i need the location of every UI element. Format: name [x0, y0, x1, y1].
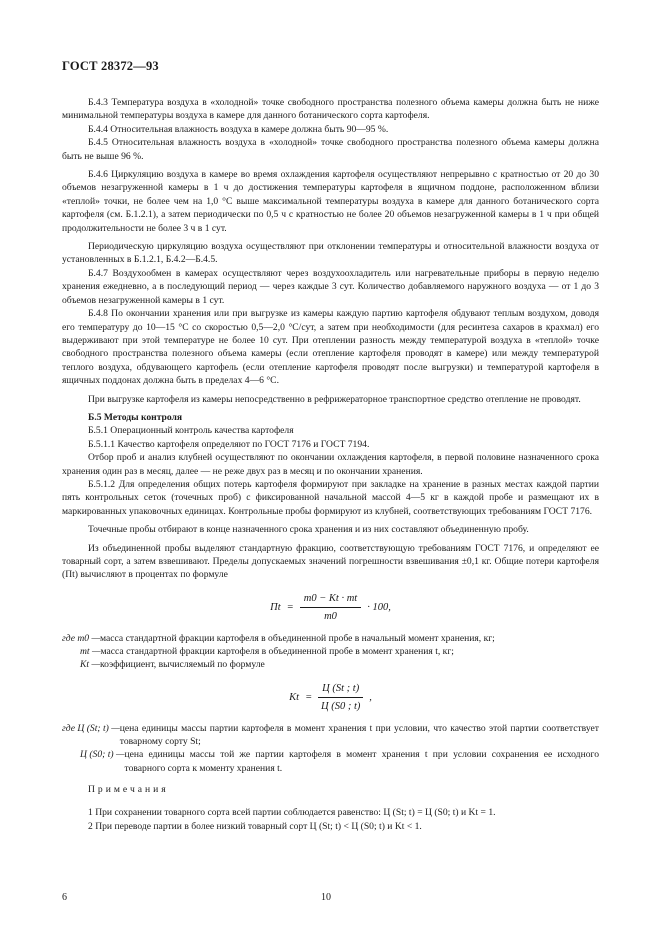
document-body: [62, 96, 599, 833]
paragraph-b46: Б.4.6 Циркуляцию воздуха в камере во время охлаждения картофеля осуществляют непрерывно с кратностью от 20 до 30 объемов незагруженной камеры в 1 ч до достижения температуры картофеля в ящичном поддоне, расположенном вблизи «теплой» точки, не более чем на 1,0 °С выше максимальной температуры воздуха в камере для данного ботанического сорта картофеля (см. Б.1.2.1), а затем периодически по 0,5 ч с кратностью не более 20 объемов незагруженной камеры в 1 ч при общей продолжительности не более 3 ч в 1 сут.: [62, 169, 599, 234]
formula1-denominator: m0: [324, 611, 337, 623]
paragraph-sampling: Отбор проб и анализ клубней осуществляют по окончании охлаждения картофеля, в первой половине назначенного срока хранения один раз в месяц, далее — не реже двух раз в месяц и по окончании хранения.: [62, 452, 599, 477]
notes-title: Примечания: [88, 784, 169, 796]
paragraph-periodic-circulation: Периодическую циркуляцию воздуха осуществляют при отклонении температуры и относительной влажности воздуха от установленных в Б.1.2.1, Б.4.2—Б.4.5.: [62, 241, 599, 266]
definitions-formula1: [62, 632, 599, 672]
definition-text: масса стандартной фракции картофеля в объединенной пробе в начальный момент хранения, кг;: [100, 632, 495, 644]
paragraph-b44: Б.4.4 Относительная влажность воздуха в камере должна быть 90—95 %.: [88, 123, 389, 135]
formula-total-losses: [62, 592, 599, 624]
formula1-lhs: Пt: [270, 602, 281, 614]
paragraph-combined-sample: Из объединенной пробы выделяют стандартную фракцию, соответствующую требованиям ГОСТ 7176, и определяют ее товарный сорт, а затем взвешивают. Пределы допускаемых значений погрешности взвешивания ±0,1 кг. Общие потери картофеля (Пt) вычисляют в процентах по формуле: [62, 542, 599, 581]
definition-text: цена единицы массы партии картофеля в момент хранения t при условии, что качество этой партии соответствует товарному сорту St;: [119, 722, 599, 748]
definition-text: цена единицы массы той же партии картофеля в момент хранения t при условии сохранения ее исходного товарного сорта к моменту хранения t.: [124, 749, 599, 774]
note-item: 1 При сохранении товарного сорта всей партии соблюдается равенство: Ц (St; t) = Ц (S0; t) и Kt = 1.: [88, 807, 496, 819]
paragraph-b512: Б.5.1.2 Для определения общих потерь картофеля формируют при закладке на хранение в разных местах каждой партии пять контрольных сеток (точечных проб) с фиксированной начальной массой 4—5 кг в каждой пробе и размещают их в маркированных упаковочных единицах. Контрольные пробы формируют из клубней, соответствующих требованиям ГОСТ 7176.: [62, 478, 599, 517]
definition-term: Kt —: [80, 659, 100, 671]
formula2-numerator: Ц (St ; t): [318, 682, 363, 698]
formula2-fraction: [318, 682, 363, 714]
paragraph-point-samples: Точечные пробы отбирают в конце назначенного срока хранения и из них составляют объединенную пробу.: [88, 524, 529, 536]
formula1-tail: · 100,: [367, 602, 391, 614]
definition-text: коэффициент, вычисляемый по формуле: [100, 659, 265, 671]
note-item: 2 При переводе партии в более низкий товарный сорт Ц (St; t) < Ц (S0; t) и Kt < 1.: [88, 820, 422, 832]
formula-coefficient: [62, 682, 599, 714]
definition-text: масса стандартной фракции картофеля в объединенной пробе в момент хранения t, кг;: [100, 646, 454, 658]
formula1-numerator: m0 − Kt · mt: [300, 592, 361, 608]
formula2-equals: =: [305, 692, 313, 704]
definition-term: где Ц (St; t) —: [62, 722, 120, 734]
formula1-equals: =: [286, 602, 294, 614]
formula1-fraction: [300, 592, 361, 624]
paragraph-b47: Б.4.7 Воздухообмен в камерах осуществляют через воздухоохладитель или нагревательные приборы в первую неделю хранения ежедневно, а в последующий период — через каждые 3 сут. Количество добавляемого наружного воздуха — от 1 до 3 объемов незагруженной камеры в 1 сут.: [62, 267, 599, 306]
definition-term: где m0 —: [62, 632, 101, 644]
paragraph-b51: Б.5.1 Операционный контроль качества картофеля: [88, 425, 294, 437]
definition-row: [62, 632, 599, 645]
definition-term: Ц (S0; t) —: [80, 749, 125, 761]
definition-term: mt —: [80, 646, 101, 658]
page-header-title: ГОСТ 28372—93: [62, 59, 159, 73]
definition-row: [62, 748, 599, 775]
definition-row: [62, 722, 599, 749]
formula2-tail: ,: [369, 692, 372, 704]
definition-row: [62, 658, 599, 671]
paragraph-b45: Б.4.5 Относительная влажность воздуха в «холодной» точке свободного пространства полезного объема камеры должна быть не выше 96 %.: [62, 137, 599, 162]
paragraph-b43: Б.4.3 Температура воздуха в «холодной» точке свободного пространства полезного объема камеры должна быть не ниже минимальной температуры воздуха в камере для данного ботанического сорта картофеля.: [62, 97, 599, 122]
paragraph-b511: Б.5.1.1 Качество картофеля определяют по ГОСТ 7176 и ГОСТ 7194.: [88, 438, 370, 450]
definitions-formula2: [62, 722, 599, 776]
formula2-lhs: Kt: [289, 692, 300, 704]
section-title-b5: Б.5 Методы контроля: [88, 411, 183, 423]
formula2-denominator: Ц (S0 ; t): [321, 701, 361, 713]
definition-row: [62, 645, 599, 658]
paragraph-unloading: При выгрузке картофеля из камеры непосредственно в рефрижераторное транспортное средство отепление не проводят.: [88, 393, 581, 405]
page-number-left: 6: [62, 892, 67, 903]
paragraph-b48: Б.4.8 По окончании хранения или при выгрузке из камеры каждую партию картофеля обдувают теплым воздухом, доводя его температуру до 10—15 °С со скоростью 0,5—2,0 °С/сут, а затем при необходимости (для ресинтеза сахаров в крахмал) его выдерживают при этой температуре не более 10 сут. При отеплении разность между температурой воздуха в «теплой» точке свободного пространства полезного объема камеры (если отепление картофеля проводят в камере) или между температурой теплого воздуха, обдувающего картофель (если отепление картофеля проводят после выгрузки) и температурой картофеля в ящичных поддонах должна быть в пределах 4—6 °С.: [62, 308, 599, 387]
page-number-center: 10: [321, 892, 331, 903]
